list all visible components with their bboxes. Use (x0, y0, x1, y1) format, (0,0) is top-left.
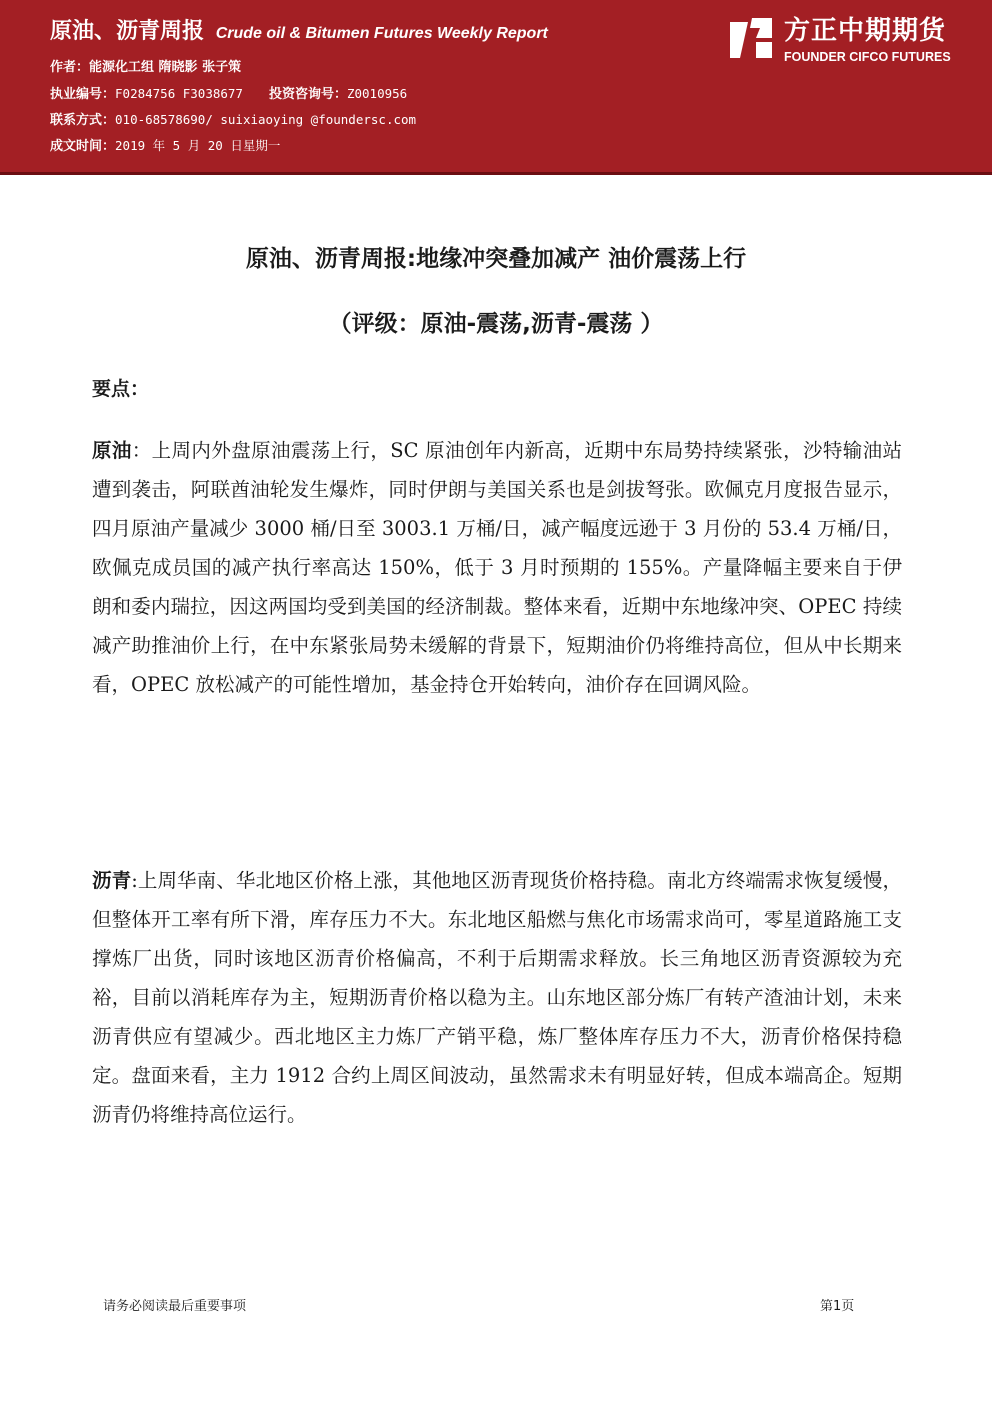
report-header (0, 0, 992, 172)
header-divider (0, 172, 992, 175)
crude-paragraph (92, 431, 902, 704)
license-line (50, 83, 407, 102)
date-line (50, 135, 280, 154)
bitumen-text: :上周华南、华北地区价格上涨，其他地区沥青现货价格持稳。南北方终端需求恢复缓慢，但整体开工率有所下滑，库存压力不大。东北地区船燃与焦化市场需求尚可，零星道路施工支撑炼厂出货，同时该地区沥青价格偏高，不利于后期需求释放。长三角地区沥青资源较为充裕，目前以消耗库存为主，短期沥青价格以稳为主。山东地区部分炼厂有转产渣油计划，未来沥青供应有望减少。西北地区主力炼厂产销平稳，炼厂整体库存压力不大，沥青价格保持稳定。盘面来看，主力 1912 合约上周区间波动，虽然需求未有明显好转，但成本端高企。短期沥青仍将维持高位运行。 (92, 869, 902, 1126)
report-name-cn: 原油、沥青周报 (50, 19, 205, 44)
contact-line (50, 109, 416, 128)
report-name-en: Crude oil & Bitumen Futures Weekly Report (215, 25, 548, 42)
consult-value: Z0010956 (346, 86, 408, 101)
key-points-heading: 要点： (92, 378, 150, 400)
contact-value: 010-68578690/ suixiaoying @foundersc.com (115, 112, 417, 127)
report-name (50, 14, 548, 45)
page-title: 原油、沥青周报:地缘冲突叠加减产 油价震荡上行 (245, 246, 747, 272)
founder-logo-icon (726, 14, 774, 62)
footer-notice: 请务必阅读最后重要事项 (103, 1299, 247, 1314)
date-value: 2019 年 5 月 20 日星期一 (115, 138, 281, 153)
company-logo (726, 12, 976, 70)
date-label: 成文时间： (50, 139, 116, 154)
logo-text-cn: 方正中期期货 (784, 16, 947, 46)
contact-label: 联系方式： (50, 113, 116, 128)
author-label: 作者： (50, 60, 90, 75)
page-number: 第1页 (820, 1299, 855, 1314)
bitumen-label: 沥青 (92, 869, 132, 892)
author-value: 能源化工组 隋晓影 张子策 (89, 60, 242, 75)
crude-label: 原油 (92, 439, 132, 462)
license-value: F0284756 F3038677 (115, 86, 243, 101)
logo-text-en: FOUNDER CIFCO FUTURES (784, 50, 951, 64)
license-label: 执业编号： (50, 87, 116, 102)
bitumen-paragraph (92, 861, 902, 1134)
rating-line: （评级：原油-震荡,沥青-震荡 ） (328, 311, 664, 337)
crude-text: ：上周内外盘原油震荡上行，SC 原油创年内新高，近期中东局势持续紧张，沙特输油站遭到袭击，阿联酋油轮发生爆炸，同时伊朗与美国关系也是剑拔弩张。欧佩克月度报告显示，四月原油产量减少 3000 桶/日至 3003.1 万桶/日，减产幅度远逊于 3 月份的 53.4 万桶/日，欧佩克成员国的减产执行率高达 150%，低于 3 月时预期的 155%。产量降幅主要来自于伊朗和委内瑞拉，因这两国均受到美国的经济制裁。整体来看，近期中东地缘冲突、OPEC 持续减产助推油价上行，在中东紧张局势未缓解的背景下，短期油价仍将维持高位，但从中长期来看，OPEC 放松减产的可能性增加，基金持仓开始转向，油价存在回调风险。 (92, 439, 902, 696)
consult-label: 投资咨询号： (268, 87, 347, 102)
author-line (50, 56, 241, 75)
